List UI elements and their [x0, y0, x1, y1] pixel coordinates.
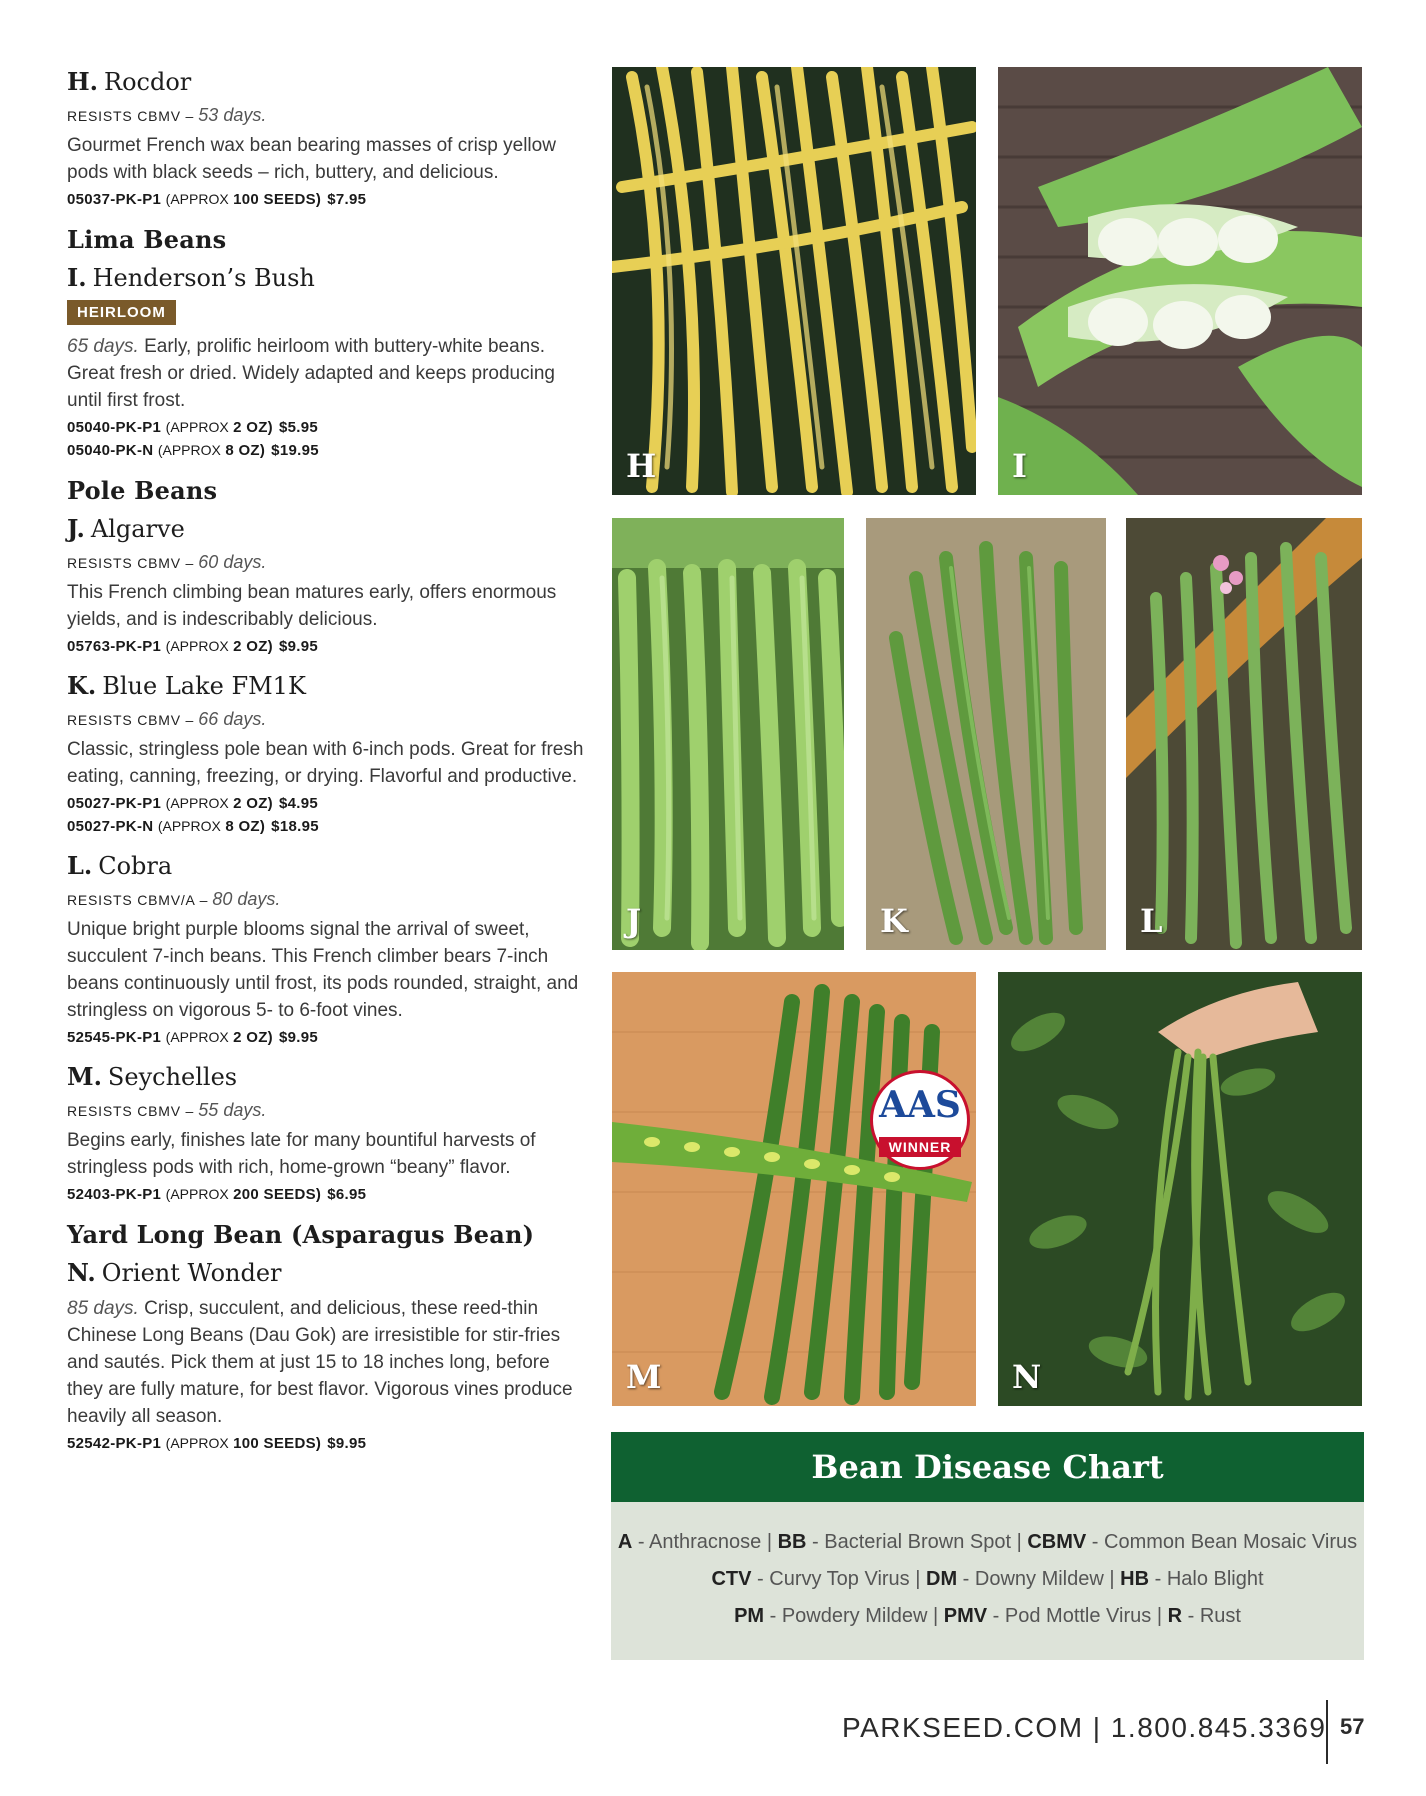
sku-price: $18.95	[271, 818, 319, 835]
product-title	[67, 515, 587, 543]
product-letter: K.	[67, 671, 97, 700]
aas-logo: AAS	[879, 1084, 961, 1126]
sku-quantity: 8 OZ)	[225, 442, 266, 459]
footer-site-phone[interactable]: PARKSEED.COM | 1.800.845.3369	[842, 1712, 1327, 1743]
sku-line	[67, 416, 587, 439]
sku-approx: (APPROX	[165, 638, 229, 654]
disease-row: PM - Powdery Mildew | PMV - Pod Mottle Virus | R - Rust	[734, 1605, 1241, 1627]
sku-approx: (APPROX	[165, 1435, 229, 1451]
product-name: Seychelles	[107, 1063, 238, 1091]
days-to-maturity: 66 days.	[198, 709, 267, 729]
sku-price: $6.95	[327, 1186, 367, 1203]
sku-quantity: 8 OZ)	[225, 818, 266, 835]
sku-quantity: 200 SEEDS)	[233, 1186, 322, 1203]
sku-price: $5.95	[278, 419, 319, 436]
product-description: Gourmet French wax bean bearing masses of crisp yellow pods with black seeds – rich, buttery, and delicious.	[67, 135, 556, 183]
sku-code: 05037-PK-P1	[67, 191, 162, 208]
product-name: Rocdor	[104, 68, 192, 96]
page-number: 57	[1340, 1714, 1365, 1739]
product-algarve	[67, 515, 587, 658]
sku-price: $9.95	[327, 1435, 367, 1452]
photo-hendersons-lima-beans	[998, 67, 1362, 495]
resistance-label: RESISTS CBMV –	[67, 555, 195, 571]
sku-quantity: 2 OZ)	[233, 419, 273, 436]
sku-line	[67, 1432, 587, 1455]
photo-algarve-beans	[612, 518, 844, 950]
resistance-label: RESISTS CBMV/A –	[67, 892, 209, 908]
resistance-label: RESISTS CBMV –	[67, 712, 195, 728]
sku-quantity: 100 SEEDS)	[233, 191, 322, 208]
product-meta	[67, 551, 587, 575]
disease-name: Halo Blight	[1166, 1568, 1264, 1590]
blue-lake-beans-illustration	[866, 518, 1106, 950]
disease-name: Bacterial Brown Spot	[824, 1531, 1012, 1553]
product-meta	[67, 1099, 587, 1123]
sku-approx: (APPROX	[157, 442, 221, 458]
disease-name: Rust	[1199, 1605, 1241, 1627]
sku-line	[67, 1026, 587, 1049]
bean-disease-chart	[611, 1432, 1364, 1660]
sku-price: $9.95	[278, 1029, 319, 1046]
product-rocdor	[67, 68, 587, 211]
product-letter: I.	[67, 263, 87, 292]
disease-name: Pod Mottle Virus	[1004, 1605, 1152, 1627]
lima-beans-illustration	[998, 67, 1362, 495]
yellow-beans-illustration	[612, 67, 976, 495]
disease-name: Anthracnose	[649, 1531, 762, 1553]
disease-code: PMV	[943, 1605, 988, 1627]
product-name: Blue Lake FM1K	[102, 672, 306, 700]
photo-label: N	[1012, 1358, 1042, 1396]
disease-name: Curvy Top Virus	[769, 1568, 910, 1590]
footer-divider	[1326, 1700, 1328, 1764]
sku-line	[67, 792, 587, 815]
photo-cobra-beans	[1126, 518, 1362, 950]
disease-code: PM	[734, 1605, 765, 1627]
days-to-maturity: 80 days.	[212, 889, 281, 909]
days-to-maturity: 85 days.	[67, 1298, 139, 1319]
photo-label: M	[626, 1358, 662, 1396]
photo-rocdor-yellow-beans	[612, 67, 976, 495]
sku-code: 05763-PK-P1	[67, 638, 162, 655]
sku-line	[67, 1183, 587, 1206]
sku-approx: (APPROX	[165, 191, 229, 207]
days-to-maturity: 55 days.	[198, 1100, 267, 1120]
days-to-maturity: 60 days.	[198, 552, 267, 572]
sku-line	[67, 439, 587, 462]
product-meta	[67, 888, 587, 912]
sku-quantity: 2 OZ)	[233, 638, 273, 655]
aas-winner-ribbon: WINNER	[879, 1137, 961, 1157]
disease-chart-title: Bean Disease Chart	[611, 1432, 1364, 1502]
section-heading-pole: Pole Beans	[67, 476, 218, 505]
product-letter: L.	[67, 851, 93, 880]
heirloom-badge: HEIRLOOM	[67, 300, 176, 325]
product-orient-wonder	[67, 1259, 587, 1455]
sku-approx: (APPROX	[165, 795, 229, 811]
sku-code: 52545-PK-P1	[67, 1029, 162, 1046]
product-description: Unique bright purple blooms signal the arrival of sweet, succulent 7-inch beans. This French climber bears 7-inch beans continuously until frost, its pods rounded, straight, and stringless on vigorous 5- to 6-foot vines.	[67, 919, 579, 1021]
product-title	[67, 672, 587, 700]
disease-name: Powdery Mildew	[781, 1605, 928, 1627]
photo-orient-wonder-beans	[998, 972, 1362, 1406]
sku-line	[67, 815, 587, 838]
photo-blue-lake-beans	[866, 518, 1106, 950]
days-to-maturity: 53 days.	[198, 105, 267, 125]
resistance-label: RESISTS CBMV –	[67, 1103, 195, 1119]
sku-approx: (APPROX	[165, 1029, 229, 1045]
product-name: Henderson’s Bush	[92, 264, 315, 292]
product-letter: M.	[67, 1062, 102, 1091]
product-description: Begins early, finishes late for many bountiful harvests of stringless pods with rich, home-grown “beany” flavor.	[67, 1130, 536, 1178]
product-meta	[67, 104, 587, 128]
sku-price: $9.95	[278, 638, 319, 655]
product-letter: H.	[67, 67, 99, 96]
sku-price: $7.95	[327, 191, 367, 208]
sku-approx: (APPROX	[165, 419, 229, 435]
disease-code: HB	[1120, 1568, 1150, 1590]
disease-code: R	[1167, 1605, 1183, 1627]
disease-code: CTV	[711, 1568, 752, 1590]
product-description	[67, 1295, 587, 1430]
sku-code: 05040-PK-N	[67, 442, 154, 459]
product-title	[67, 68, 587, 96]
sku-approx: (APPROX	[157, 818, 221, 834]
product-meta	[67, 708, 587, 732]
sku-price: $19.95	[271, 442, 319, 459]
product-letter: J.	[67, 514, 85, 543]
catalog-column	[67, 68, 587, 1469]
sku-approx: (APPROX	[165, 1186, 229, 1202]
sku-code: 05027-PK-N	[67, 818, 154, 835]
product-description: Classic, stringless pole bean with 6-inch pods. Great for fresh eating, canning, freezing, or drying. Flavorful and productive.	[67, 739, 584, 787]
disease-name: Common Bean Mosaic Virus	[1104, 1531, 1358, 1553]
section-heading-yard-long: Yard Long Bean (Asparagus Bean)	[67, 1220, 535, 1249]
product-description: This French climbing bean matures early, offers enormous yields, and is indescribably delicious.	[67, 582, 557, 630]
photo-label: L	[1140, 902, 1163, 940]
product-description	[67, 333, 587, 414]
sku-line	[67, 635, 587, 658]
disease-row: CTV - Curvy Top Virus | DM - Downy Mildew | HB - Halo Blight	[711, 1568, 1264, 1590]
days-to-maturity: 65 days.	[67, 336, 139, 357]
seychelles-beans-illustration	[612, 972, 976, 1406]
sku-line	[67, 188, 587, 211]
disease-row: A - Anthracnose | BB - Bacterial Brown Spot | CBMV - Common Bean Mosaic Virus	[617, 1531, 1358, 1553]
section-heading-lima: Lima Beans	[67, 225, 227, 254]
sku-quantity: 2 OZ)	[233, 1029, 273, 1046]
orient-wonder-illustration	[998, 972, 1362, 1406]
sku-code: 05027-PK-P1	[67, 795, 162, 812]
disease-chart-body	[611, 1502, 1364, 1660]
sku-price: $4.95	[278, 795, 319, 812]
product-name: Cobra	[98, 852, 173, 880]
disease-code: CBMV	[1027, 1531, 1087, 1553]
sku-code: 52403-PK-P1	[67, 1186, 162, 1203]
product-hendersons-bush	[67, 264, 587, 462]
product-cobra	[67, 852, 587, 1049]
photo-label: K	[880, 902, 908, 940]
sku-quantity: 2 OZ)	[233, 795, 273, 812]
description-text: Early, prolific heirloom with buttery-white beans. Great fresh or dried. Widely adapted and keeps producing until first frost.	[67, 336, 555, 411]
cobra-beans-illustration	[1126, 518, 1362, 950]
aas-winner-badge	[870, 1070, 970, 1170]
description-text: Crisp, succulent, and delicious, these reed-thin Chinese Long Beans (Dau Gok) are irresistible for stir-fries and sautés. Pick them at just 15 to 18 inches long, before they are fully mature, for best flavor. Vigorous vines produce heavily all season.	[67, 1298, 573, 1427]
product-blue-lake	[67, 672, 587, 838]
product-title	[67, 264, 587, 292]
product-name: Algarve	[90, 515, 185, 543]
photo-label: I	[1012, 447, 1027, 485]
photo-label: J	[626, 902, 642, 940]
product-letter: N.	[67, 1258, 96, 1287]
product-title	[67, 1063, 587, 1091]
product-seychelles	[67, 1063, 587, 1206]
sku-quantity: 100 SEEDS)	[233, 1435, 322, 1452]
photo-label: H	[626, 447, 657, 485]
disease-code: DM	[926, 1568, 958, 1590]
product-title	[67, 852, 587, 880]
product-title	[67, 1259, 587, 1287]
disease-code: A	[617, 1531, 633, 1553]
resistance-label: RESISTS CBMV –	[67, 108, 195, 124]
sku-code: 52542-PK-P1	[67, 1435, 162, 1452]
photo-seychelles-beans	[612, 972, 976, 1406]
disease-name: Downy Mildew	[974, 1568, 1104, 1590]
algarve-beans-illustration	[612, 518, 844, 950]
sku-code: 05040-PK-P1	[67, 419, 162, 436]
disease-code: BB	[777, 1531, 807, 1553]
product-name: Orient Wonder	[101, 1259, 282, 1287]
